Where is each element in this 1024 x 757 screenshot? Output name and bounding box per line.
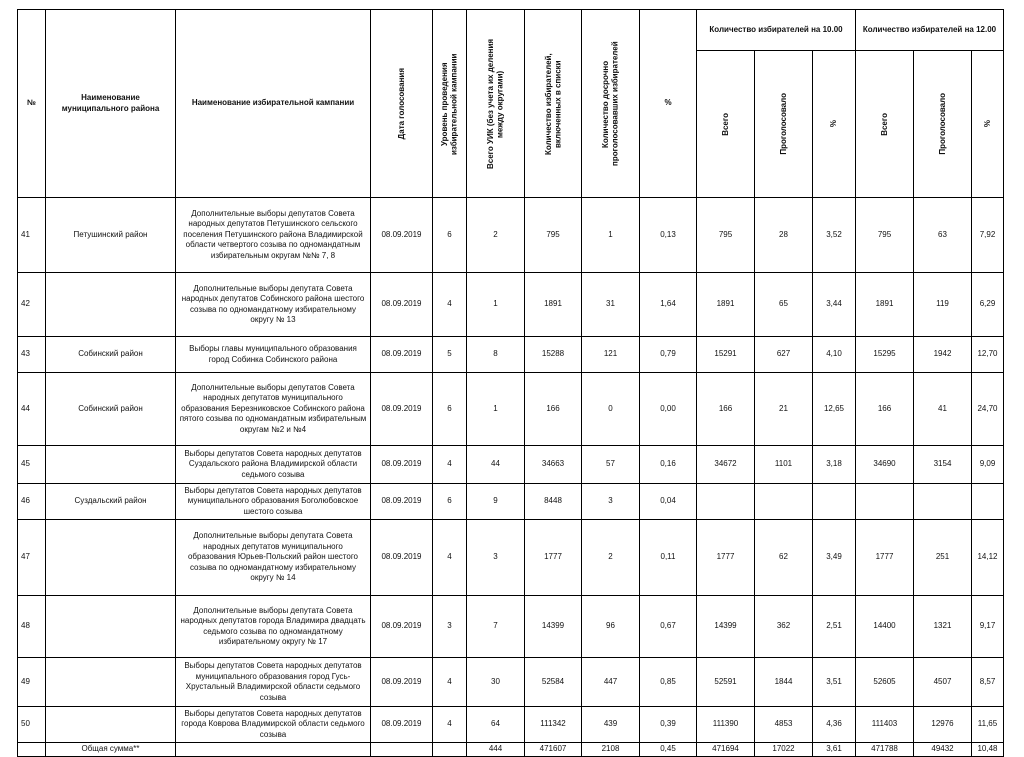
- cell-pct: 0,13: [640, 198, 697, 273]
- cell-early: 57: [582, 446, 640, 484]
- cell-voted-10: 28: [755, 198, 813, 273]
- cell-campaign: Дополнительные выборы депутата Совета народных депутатов Собинского района шестого созыва по одномандатному избирательному округу № 13: [176, 273, 371, 337]
- cell-early: 447: [582, 658, 640, 707]
- cell-uik: 8: [467, 337, 525, 373]
- cell-pct: 0,85: [640, 658, 697, 707]
- header-pct-10: %: [813, 51, 856, 198]
- cell-pct-12: 24,70: [972, 373, 1004, 446]
- cell-date: 08.09.2019: [371, 658, 433, 707]
- table-row: [18, 373, 1004, 446]
- cell-level: 6: [433, 484, 467, 520]
- cell-date: 08.09.2019: [371, 446, 433, 484]
- header-uik: Всего УИК (без учета их деления между округами): [467, 10, 525, 198]
- cell-pct: 1,64: [640, 273, 697, 337]
- cell-campaign: Дополнительные выборы депутата Совета народных депутатов муниципального образования Юрьев-Польский район шестого созыва по одномандатному избирательному округу № 14: [176, 520, 371, 596]
- cell-pct: 0,67: [640, 596, 697, 658]
- cell-date: 08.09.2019: [371, 484, 433, 520]
- total-voters: 471607: [525, 743, 582, 757]
- cell-voted-12: 41: [914, 373, 972, 446]
- cell-uik: 3: [467, 520, 525, 596]
- cell-date: 08.09.2019: [371, 707, 433, 743]
- cell-early: 1: [582, 198, 640, 273]
- cell-uik: 9: [467, 484, 525, 520]
- cell-voters: 15288: [525, 337, 582, 373]
- cell-voted-12: 1942: [914, 337, 972, 373]
- cell-num: 41: [18, 198, 46, 273]
- cell-date: 08.09.2019: [371, 596, 433, 658]
- cell-voted-10: 1101: [755, 446, 813, 484]
- cell-total-10: 14399: [697, 596, 755, 658]
- cell-num: 45: [18, 446, 46, 484]
- cell-total-10: 1777: [697, 520, 755, 596]
- cell-district: Суздальский район: [46, 484, 176, 520]
- total-t12: 471788: [856, 743, 914, 757]
- cell-voted-10: 4853: [755, 707, 813, 743]
- table-row: [18, 658, 1004, 707]
- cell-pct-10: 3,49: [813, 520, 856, 596]
- table-row: [18, 273, 1004, 337]
- cell-total-10: 34672: [697, 446, 755, 484]
- header-voted-10: Проголосовало: [755, 51, 813, 198]
- cell-campaign: Выборы депутатов Совета народных депутатов муниципального образования Боголюбовское шестого созыва: [176, 484, 371, 520]
- cell-pct-12: 9,09: [972, 446, 1004, 484]
- cell-level: 6: [433, 198, 467, 273]
- cell-total-12: 1891: [856, 273, 914, 337]
- cell-pct-10: 3,44: [813, 273, 856, 337]
- cell-pct-12: 8,57: [972, 658, 1004, 707]
- cell-voted-10: 21: [755, 373, 813, 446]
- cell-pct: 0,79: [640, 337, 697, 373]
- cell-pct: 0,39: [640, 707, 697, 743]
- cell-uik: 2: [467, 198, 525, 273]
- cell-total-10: 111390: [697, 707, 755, 743]
- cell-uik: 30: [467, 658, 525, 707]
- total-early: 2108: [582, 743, 640, 757]
- cell-date: 08.09.2019: [371, 373, 433, 446]
- cell-pct-10: 4,10: [813, 337, 856, 373]
- table-row: [18, 484, 1004, 520]
- cell-early: 31: [582, 273, 640, 337]
- cell-voted-10: 62: [755, 520, 813, 596]
- total-p12: 10,48: [972, 743, 1004, 757]
- cell-num: 42: [18, 273, 46, 337]
- cell-pct: 0,04: [640, 484, 697, 520]
- cell-district: [46, 273, 176, 337]
- cell-level: 6: [433, 373, 467, 446]
- cell-district: [46, 707, 176, 743]
- cell-voted-12: 119: [914, 273, 972, 337]
- header-pct: %: [640, 10, 697, 198]
- cell-total-10: 795: [697, 198, 755, 273]
- cell-level: 4: [433, 520, 467, 596]
- table-row: [18, 446, 1004, 484]
- cell-num: 47: [18, 520, 46, 596]
- cell-num: 50: [18, 707, 46, 743]
- cell-district: [46, 446, 176, 484]
- cell-uik: 64: [467, 707, 525, 743]
- cell-num: 48: [18, 596, 46, 658]
- cell-total-12: 52605: [856, 658, 914, 707]
- total-row: [18, 743, 1004, 757]
- cell-district: Собинский район: [46, 373, 176, 446]
- table-row: [18, 198, 1004, 273]
- cell-pct-12: 9,17: [972, 596, 1004, 658]
- header-group-12: Количество избирателей на 12.00: [856, 10, 1004, 51]
- header-date: Дата голосования: [371, 10, 433, 198]
- cell-date: 08.09.2019: [371, 337, 433, 373]
- cell-total-12: 15295: [856, 337, 914, 373]
- cell-voted-10: 65: [755, 273, 813, 337]
- cell-voters: 1777: [525, 520, 582, 596]
- cell-district: [46, 520, 176, 596]
- cell-district: Петушинский район: [46, 198, 176, 273]
- cell-voted-12: 63: [914, 198, 972, 273]
- cell-uik: 44: [467, 446, 525, 484]
- cell-uik: 1: [467, 373, 525, 446]
- cell-pct: 0,00: [640, 373, 697, 446]
- cell-pct-10: 3,51: [813, 658, 856, 707]
- cell-pct-10: 2,51: [813, 596, 856, 658]
- cell-total-12: [856, 484, 914, 520]
- cell-total-12: 111403: [856, 707, 914, 743]
- cell-total-12: 1777: [856, 520, 914, 596]
- cell-total-10: 1891: [697, 273, 755, 337]
- total-p10: 3,61: [813, 743, 856, 757]
- total-v10: 17022: [755, 743, 813, 757]
- cell-campaign: Дополнительные выборы депутата Совета народных депутатов города Владимира двадцать седьмого созыва по одномандатному избирательному округу № 17: [176, 596, 371, 658]
- cell-uik: 1: [467, 273, 525, 337]
- cell-pct: 0,16: [640, 446, 697, 484]
- header-pct-12: %: [972, 51, 1004, 198]
- cell-pct-12: 7,92: [972, 198, 1004, 273]
- cell-early: 439: [582, 707, 640, 743]
- cell-voters: 14399: [525, 596, 582, 658]
- cell-num: 44: [18, 373, 46, 446]
- cell-level: 5: [433, 337, 467, 373]
- cell-date: 08.09.2019: [371, 198, 433, 273]
- header-voted-12: Проголосовало: [914, 51, 972, 198]
- cell-pct-12: 14,12: [972, 520, 1004, 596]
- cell-district: [46, 658, 176, 707]
- total-label: Общая сумма**: [46, 743, 176, 757]
- cell-voted-12: 12976: [914, 707, 972, 743]
- header-num: №: [18, 10, 46, 198]
- cell-total-10: 166: [697, 373, 755, 446]
- election-table: [17, 9, 1004, 757]
- cell-voters: 111342: [525, 707, 582, 743]
- cell-total-12: 34690: [856, 446, 914, 484]
- header-early: Количество досрочно проголосовавших избирателей: [582, 10, 640, 198]
- cell-total-10: [697, 484, 755, 520]
- cell-level: 4: [433, 446, 467, 484]
- cell-date: 08.09.2019: [371, 520, 433, 596]
- header-voters: Количество избирателей, включенных в списки: [525, 10, 582, 198]
- total-uik: 444: [467, 743, 525, 757]
- cell-level: 4: [433, 707, 467, 743]
- cell-early: 96: [582, 596, 640, 658]
- cell-voted-10: 627: [755, 337, 813, 373]
- cell-pct-12: 12,70: [972, 337, 1004, 373]
- cell-total-10: 52591: [697, 658, 755, 707]
- cell-level: 4: [433, 658, 467, 707]
- cell-campaign: Выборы депутатов Совета народных депутатов Суздальского района Владимирской области седьмого созыва: [176, 446, 371, 484]
- cell-voted-12: 1321: [914, 596, 972, 658]
- cell-voted-12: 4507: [914, 658, 972, 707]
- cell-voted-12: [914, 484, 972, 520]
- cell-pct-10: 3,18: [813, 446, 856, 484]
- cell-total-10: 15291: [697, 337, 755, 373]
- cell-voters: 166: [525, 373, 582, 446]
- cell-pct-10: 3,52: [813, 198, 856, 273]
- header-level: Уровень проведения избирательной кампании: [433, 10, 467, 198]
- table-row: [18, 596, 1004, 658]
- total-empty: [18, 743, 46, 757]
- cell-pct: 0,11: [640, 520, 697, 596]
- header-total-12: Всего: [856, 51, 914, 198]
- cell-num: 46: [18, 484, 46, 520]
- cell-early: 0: [582, 373, 640, 446]
- table-row: [18, 520, 1004, 596]
- cell-voters: 8448: [525, 484, 582, 520]
- cell-voters: 34663: [525, 446, 582, 484]
- cell-level: 3: [433, 596, 467, 658]
- cell-early: 2: [582, 520, 640, 596]
- cell-total-12: 166: [856, 373, 914, 446]
- table-row: [18, 337, 1004, 373]
- cell-pct-10: 4,36: [813, 707, 856, 743]
- header-district: Наименование муниципального района: [46, 10, 176, 198]
- cell-campaign: Выборы депутатов Совета народных депутатов муниципального образования город Гусь-Хрустальный Владимирской области седьмого созыва: [176, 658, 371, 707]
- total-empty: [433, 743, 467, 757]
- total-t10: 471694: [697, 743, 755, 757]
- cell-voters: 795: [525, 198, 582, 273]
- cell-campaign: Выборы главы муниципального образования город Собинка Собинского района: [176, 337, 371, 373]
- cell-early: 121: [582, 337, 640, 373]
- cell-date: 08.09.2019: [371, 273, 433, 337]
- cell-district: Собинский район: [46, 337, 176, 373]
- cell-campaign: Дополнительные выборы депутатов Совета народных депутатов муниципального образования Березниковское Собинского района пятого созыва по одномандатным избирательным округам №2 и №4: [176, 373, 371, 446]
- cell-num: 49: [18, 658, 46, 707]
- cell-total-12: 14400: [856, 596, 914, 658]
- cell-district: [46, 596, 176, 658]
- cell-voters: 1891: [525, 273, 582, 337]
- cell-num: 43: [18, 337, 46, 373]
- cell-voted-12: 3154: [914, 446, 972, 484]
- total-empty: [176, 743, 371, 757]
- cell-voters: 52584: [525, 658, 582, 707]
- cell-level: 4: [433, 273, 467, 337]
- cell-pct-12: [972, 484, 1004, 520]
- cell-pct-12: 6,29: [972, 273, 1004, 337]
- cell-voted-10: 362: [755, 596, 813, 658]
- total-empty: [371, 743, 433, 757]
- cell-voted-10: 1844: [755, 658, 813, 707]
- cell-early: 3: [582, 484, 640, 520]
- cell-campaign: Выборы депутатов Совета народных депутатов города Коврова Владимирской области седьмого созыва: [176, 707, 371, 743]
- cell-uik: 7: [467, 596, 525, 658]
- table-row: [18, 707, 1004, 743]
- total-pct: 0,45: [640, 743, 697, 757]
- header-group-10: Количество избирателей на 10.00: [697, 10, 856, 51]
- header-total-10: Всего: [697, 51, 755, 198]
- cell-pct-10: 12,65: [813, 373, 856, 446]
- cell-campaign: Дополнительные выборы депутатов Совета народных депутатов Петушинского сельского поселения Петушинского района Владимирской области четвертого созыва по одномандатным избирательным округам №№ 7, 8: [176, 198, 371, 273]
- header-campaign: Наименование избирательной кампании: [176, 10, 371, 198]
- cell-voted-12: 251: [914, 520, 972, 596]
- cell-voted-10: [755, 484, 813, 520]
- cell-total-12: 795: [856, 198, 914, 273]
- cell-pct-12: 11,65: [972, 707, 1004, 743]
- total-v12: 49432: [914, 743, 972, 757]
- cell-pct-10: [813, 484, 856, 520]
